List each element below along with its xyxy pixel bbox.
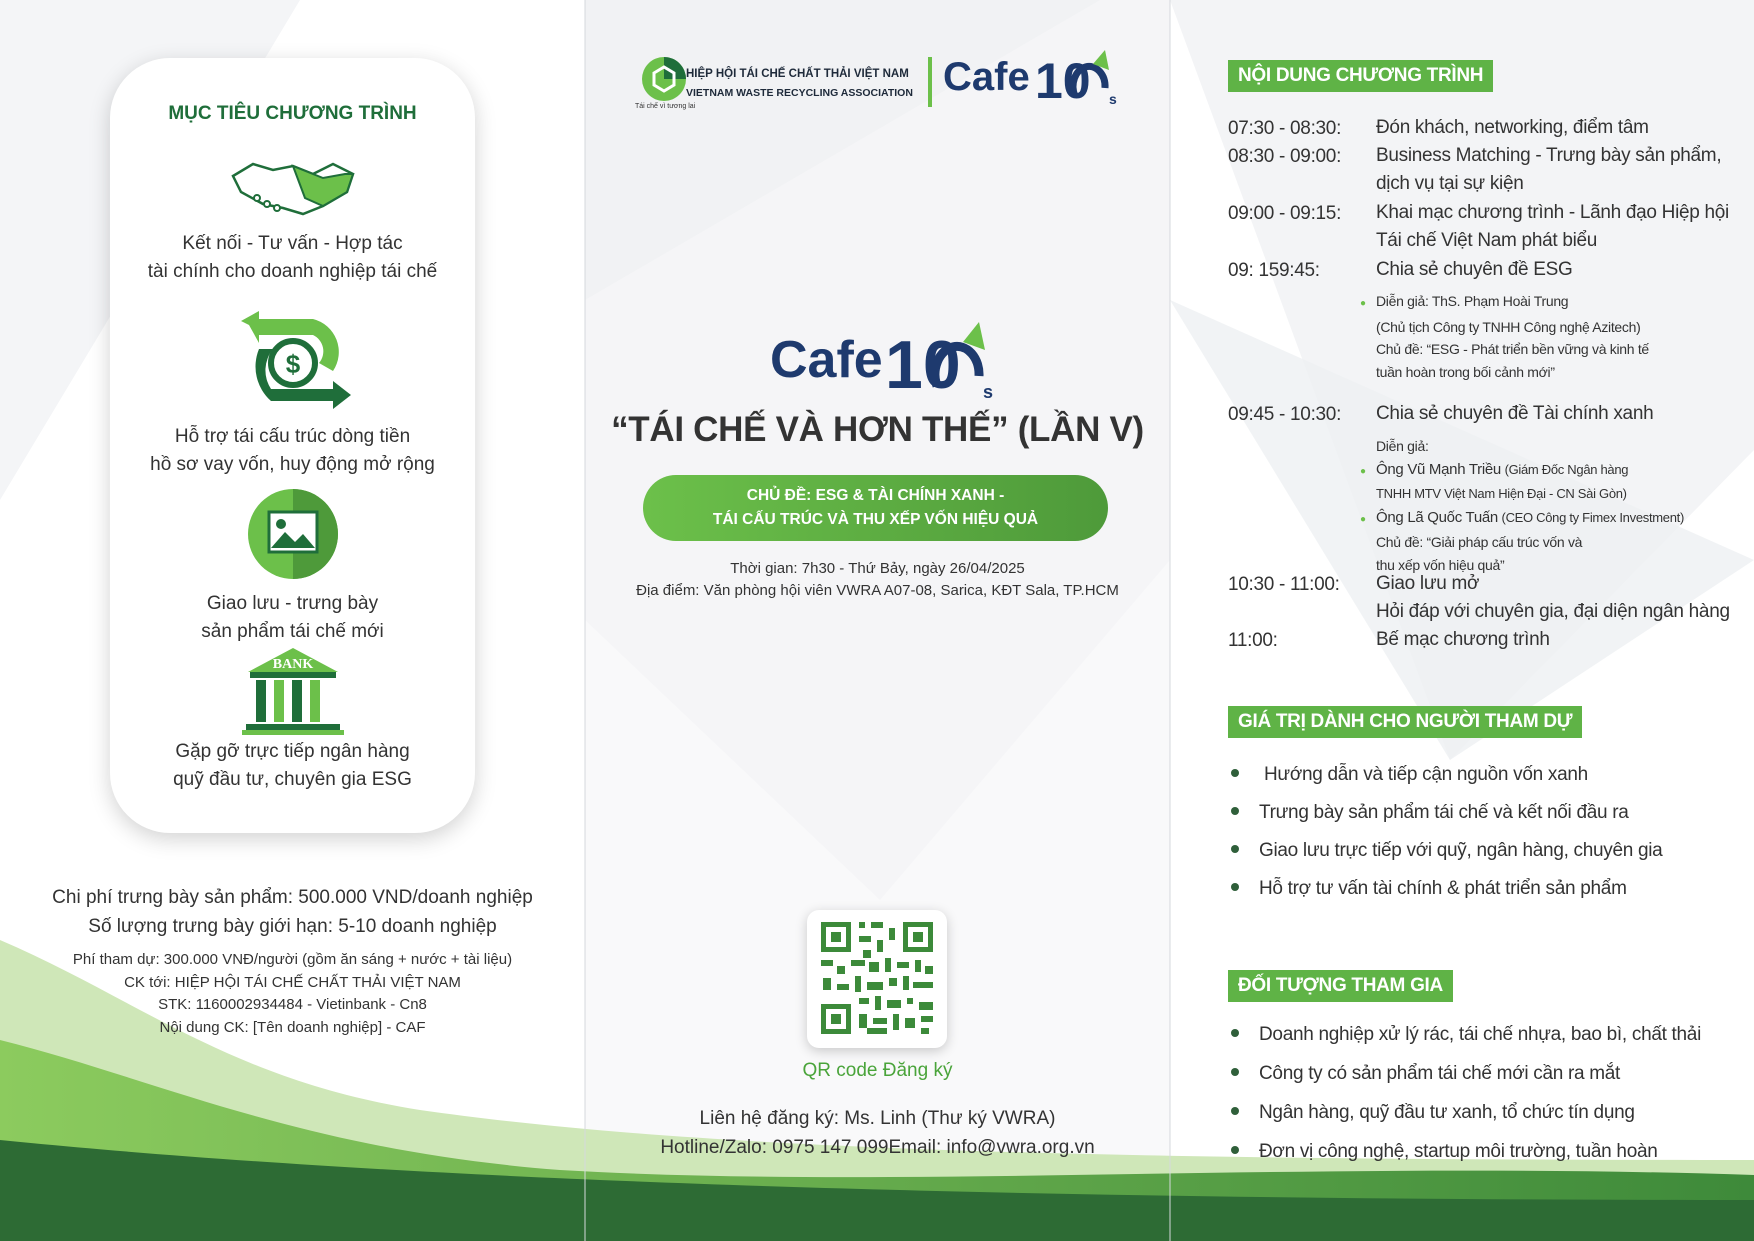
theme-line: TÁI CẤU TRÚC VÀ THU XẾP VỐN HIỆU QUẢ xyxy=(712,511,1039,528)
list-item xyxy=(1228,764,1588,786)
dollar-cycle-icon xyxy=(223,311,363,411)
bank-icon xyxy=(238,646,348,736)
brand-mark-small xyxy=(1035,48,1120,108)
brand-mark-large xyxy=(885,320,1000,402)
bullet-icon xyxy=(1231,845,1239,853)
svg-text:BANK: BANK xyxy=(272,657,313,672)
schedule-desc: Giao lưu mở xyxy=(1376,573,1480,594)
bullet-icon xyxy=(1231,1107,1239,1115)
handshake-icon xyxy=(223,156,363,218)
vwra-logo-icon xyxy=(640,55,688,103)
finance-speaker: Ông Lã Quốc Tuấn xyxy=(1376,508,1498,526)
audience-heading: ĐỐI TƯỢNG THAM GIA xyxy=(1228,970,1453,1002)
goal-text-line: tài chính cho doanh nghiệp tái chế xyxy=(147,261,438,282)
bullet-icon xyxy=(1231,883,1239,891)
bullet-icon xyxy=(1231,769,1239,777)
bullet-icon xyxy=(1231,1068,1239,1076)
bank-recipient: CK tới: HIỆP HỘI TÁI CHẾ CHẤT THẢI VIỆT NAM xyxy=(124,973,461,991)
org-name-en: VIETNAM WASTE RECYCLING ASSOCIATION xyxy=(686,87,913,99)
org-name-vi: HIỆP HỘI TÁI CHẾ CHẤT THẢI VIỆT NAM xyxy=(686,68,909,80)
fee-attend: Phí tham dự: 300.000 VNĐ/người (gồm ăn sáng + nước + tài liệu) xyxy=(72,951,513,968)
list-item-text: Doanh nghiệp xử lý rác, tái chế nhựa, bao bì, chất thải xyxy=(1259,1024,1701,1045)
values-heading: GIÁ TRỊ DÀNH CHO NGƯỜI THAM DỰ xyxy=(1228,706,1582,738)
list-item xyxy=(1228,802,1629,824)
schedule-time: 09:00 - 09:15: xyxy=(1228,203,1342,224)
cafe100s-logo-small xyxy=(943,55,1030,100)
bullet-icon xyxy=(1231,807,1239,815)
panel-middle xyxy=(585,0,1170,1241)
qr-code-graphic xyxy=(807,910,947,1048)
finance-speakers-label: Diễn giả: xyxy=(1376,438,1429,454)
bullet-icon: ● xyxy=(1360,298,1366,309)
list-item-text: Hướng dẫn và tiếp cận nguồn vốn xanh xyxy=(1259,764,1588,785)
event-time: Thời gian: 7h30 - Thứ Bảy, ngày 26/04/2025 xyxy=(730,560,1025,577)
svg-text:10: 10 xyxy=(1035,53,1091,108)
schedule-desc: Khai mạc chương trình - Lãnh đạo Hiệp hội Tái chế Việt Nam phát biểu xyxy=(1376,202,1729,251)
finance-topic: thu xếp vốn hiệu quả” xyxy=(1376,556,1505,573)
panel-right xyxy=(1170,0,1754,1241)
bullet-icon: ● xyxy=(1360,465,1366,477)
fee-display: Chi phí trưng bày sản phẩm: 500.000 VND/doanh nghiệp xyxy=(52,887,533,908)
schedule-time: 08:30 - 09:00: xyxy=(1228,146,1342,167)
schedule-time: 10:30 - 11:00: xyxy=(1228,574,1340,595)
event-info xyxy=(585,558,1170,602)
bullet-icon: ● xyxy=(1360,513,1366,525)
list-item xyxy=(1228,1024,1701,1046)
schedule-desc: Bế mạc chương trình xyxy=(1376,629,1550,650)
schedule-desc: Business Matching - Trưng bày sản phẩm, dịch vụ tại sự kiện xyxy=(1376,145,1722,194)
goal-item xyxy=(110,311,475,479)
esg-topic: Chủ đề: “ESG - Phát triển bền vững và kinh tế xyxy=(1376,341,1649,357)
org-tagline: Tái chế vì tương lai xyxy=(635,103,696,110)
finance-topic: Chủ đề: “Giải pháp cấu trúc vốn và xyxy=(1376,534,1583,550)
svg-text:s: s xyxy=(983,382,994,402)
esg-session-details xyxy=(1360,290,1716,383)
esg-speaker-role: (Chủ tịch Công ty TNHH Công nghệ Azitech) xyxy=(1376,318,1641,335)
qr-caption: QR code Đăng ký xyxy=(802,1060,953,1081)
schedule-time: 09:45 - 10:30: xyxy=(1228,404,1342,425)
finance-speaker-role: (CEO Công ty Fimex Investment) xyxy=(1501,509,1684,525)
finance-speaker-role: (Giám Đốc Ngân hàng xyxy=(1504,461,1629,477)
list-item xyxy=(1228,1063,1620,1085)
schedule-time: 09: 159:45: xyxy=(1228,260,1320,281)
goal-item xyxy=(110,488,475,646)
cafe100s-logo-large xyxy=(770,330,883,390)
goal-text-line: Gặp gỡ trực tiếp ngân hàng xyxy=(175,741,410,762)
goal-text-line: hồ sơ vay vốn, huy động mở rộng xyxy=(150,454,435,475)
finance-session-details xyxy=(1360,435,1716,576)
list-item xyxy=(1228,840,1662,862)
transfer-note: Nội dung CK: [Tên doanh nghiệp] - CAF xyxy=(159,1018,426,1036)
list-item xyxy=(1228,1141,1658,1163)
schedule-desc: Chia sẻ chuyên đề Tài chính xanh xyxy=(1376,403,1654,424)
svg-text:10: 10 xyxy=(885,327,961,402)
goal-item xyxy=(110,156,475,286)
theme-banner xyxy=(643,475,1108,541)
goal-item xyxy=(110,646,475,794)
esg-speaker: Diễn giả: ThS. Phạm Hoài Trung xyxy=(1376,293,1569,309)
event-venue: Địa điểm: Văn phòng hội viên VWRA A07-08, Sarica, KĐT Sala, TP.HCM xyxy=(636,582,1119,599)
goals-title: MỤC TIÊU CHƯƠNG TRÌNH xyxy=(168,103,417,124)
list-item xyxy=(1228,878,1627,900)
cafe-word: Cafe xyxy=(770,331,883,389)
list-item-text: Giao lưu trực tiếp với quỹ, ngân hàng, chuyên gia xyxy=(1259,840,1663,861)
event-title: “TÁI CHẾ VÀ HƠN THẾ” (LẦN V) xyxy=(611,410,1144,449)
list-item-text: Ngân hàng, quỹ đầu tư xanh, tổ chức tín dụng xyxy=(1259,1102,1635,1123)
bullet-icon xyxy=(1231,1029,1239,1037)
schedule-time: 11:00: xyxy=(1228,630,1278,651)
panel-left xyxy=(0,0,585,1241)
image-icon xyxy=(247,488,339,580)
goals-card xyxy=(110,58,475,833)
list-item xyxy=(1228,1102,1635,1124)
svg-text:$: $ xyxy=(285,349,300,379)
bullet-icon xyxy=(1231,1146,1239,1154)
schedule-desc: Hỏi đáp với chuyên gia, đại diện ngân hàng xyxy=(1376,601,1730,622)
goal-text-line: Giao lưu - trưng bày xyxy=(206,593,379,614)
fee-limit: Số lượng trưng bày giới hạn: 5-10 doanh nghiệp xyxy=(88,916,497,937)
qr-code[interactable] xyxy=(807,910,947,1048)
schedule-desc: Chia sẻ chuyên đề ESG xyxy=(1376,259,1573,280)
finance-speaker: Ông Vũ Mạnh Triều xyxy=(1376,460,1501,478)
theme-line: CHỦ ĐỀ: ESG & TÀI CHÍNH XANH - xyxy=(746,487,1005,504)
list-item-text: Hỗ trợ tư vấn tài chính & phát triển sản phẩm xyxy=(1259,878,1627,899)
schedule-time: 07:30 - 08:30: xyxy=(1228,118,1342,139)
list-item-text: Công ty có sản phẩm tái chế mới cần ra mắt xyxy=(1259,1063,1621,1084)
schedule-desc: Đón khách, networking, điểm tâm xyxy=(1376,117,1649,138)
contact-hotline: Hotline/Zalo: 0975 147 099Email: info@vwra.org.vn xyxy=(660,1137,1095,1158)
logo-divider xyxy=(928,57,932,107)
contact-block xyxy=(585,1104,1170,1162)
svg-text:s: s xyxy=(1109,91,1117,107)
fees-block xyxy=(0,883,585,1039)
list-item-text: Đơn vị công nghệ, startup môi trường, tuần hoàn xyxy=(1259,1141,1658,1162)
finance-speaker-role: TNHH MTV Việt Nam Hiện Đại - CN Sài Gòn) xyxy=(1376,486,1627,501)
contact-person: Liên hệ đăng ký: Ms. Linh (Thư ký VWRA) xyxy=(699,1108,1056,1129)
cafe-word: Cafe xyxy=(943,55,1030,99)
goal-text-line: sản phẩm tái chế mới xyxy=(201,621,384,642)
goal-text-line: Kết nối - Tư vấn - Hợp tác xyxy=(182,233,403,254)
esg-topic: tuần hoàn trong bối cảnh mới” xyxy=(1376,363,1555,380)
program-heading: NỘI DUNG CHƯƠNG TRÌNH xyxy=(1228,60,1493,92)
goal-text-line: Hỗ trợ tái cấu trúc dòng tiền xyxy=(174,426,411,447)
goal-text-line: quỹ đầu tư, chuyên gia ESG xyxy=(173,769,412,790)
list-item-text: Trưng bày sản phẩm tái chế và kết nối đầu ra xyxy=(1259,802,1629,823)
bank-account: STK: 1160002934484 - Vietinbank - Cn8 xyxy=(158,996,427,1013)
